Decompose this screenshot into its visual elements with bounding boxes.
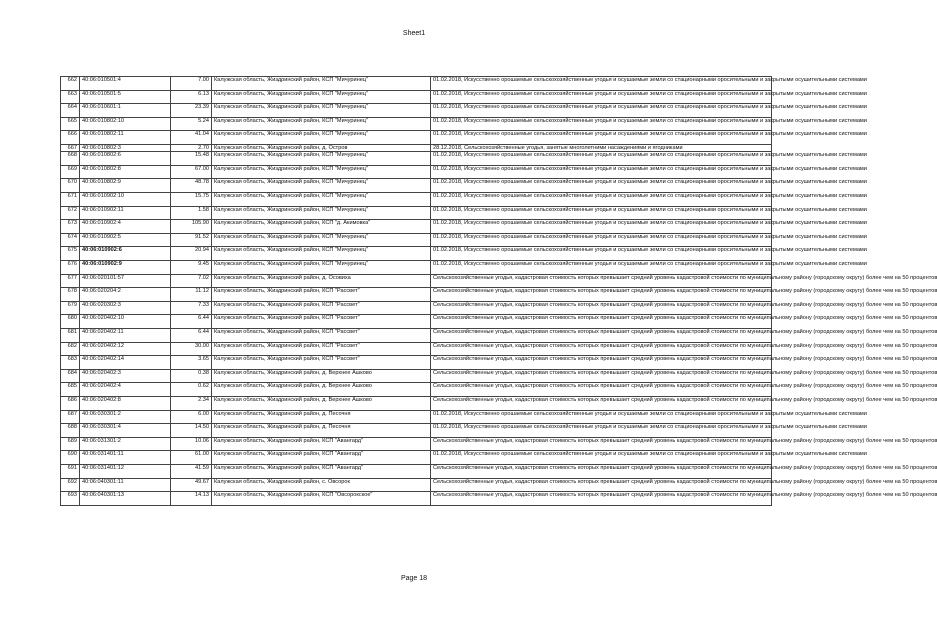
description-cell: Сельскохозяйственные угодья, кадастровая стоимость которых превышает средний уровень кадастровой стоимости по муниципальному району (городскому округу) более чем на 50 процентов	[431, 464, 772, 478]
description-cell: Сельскохозяйственные угодья, кадастровая стоимость которых превышает средний уровень кадастровой стоимости по муниципальному району (городскому округу) более чем на 50 процентов	[431, 301, 772, 315]
table-row	[61, 104, 772, 118]
description-cell: Сельскохозяйственные угодья, кадастровая стоимость которых превышает средний уровень кадастровой стоимости по муниципальному району (городскому округу) более чем на 50 процентов	[431, 383, 772, 397]
table-row	[61, 206, 772, 220]
area-cell: 6.44	[171, 328, 212, 342]
table-row	[61, 165, 772, 179]
description-cell: Сельскохозяйственные угодья, кадастровая стоимость которых превышает средний уровень кадастровой стоимости по муниципальному району (городскому округу) более чем на 50 процентов	[431, 288, 772, 302]
area-cell: 23.39	[171, 104, 212, 118]
address-cell: Калужская область, Жиздринский район, с. Овсорок	[212, 478, 431, 492]
area-cell: 0.38	[171, 369, 212, 383]
description-cell: 01.02.2018, Искусственно орошаемые сельскохозяйственные угодья и осушаемые земли со стационарными оросительными и закрытыми осушительными системами	[431, 247, 772, 261]
cadastral-number-cell: 40:06:020402:3	[80, 369, 171, 383]
cadastral-number-cell: 40:06:040301:11	[80, 478, 171, 492]
area-cell: 6.44	[171, 315, 212, 329]
row-number-cell: 679	[61, 301, 80, 315]
table-row	[61, 356, 772, 370]
area-cell: 48.78	[171, 179, 212, 193]
description-cell: 01.02.2018, Искусственно орошаемые сельскохозяйственные угодья и осушаемые земли со стационарными оросительными и закрытыми осушительными системами	[431, 424, 772, 438]
area-cell: 14.13	[171, 492, 212, 506]
table-row	[61, 131, 772, 145]
table-row	[61, 77, 772, 91]
area-cell: 0.62	[171, 383, 212, 397]
row-number-cell: 686	[61, 396, 80, 410]
row-number-cell: 689	[61, 437, 80, 451]
cadastral-number-cell: 40:06:010501:5	[80, 90, 171, 104]
description-cell: 28.12.2018, Сельскохозяйственные угодья, занятые многолетними насаждениями и ягодниками	[431, 144, 772, 151]
address-cell: Калужская область, Жиздринский район, КСП "Мичуринец"	[212, 131, 431, 145]
description-cell: 01.02.2018, Искусственно орошаемые сельскохозяйственные угодья и осушаемые земли со стационарными оросительными и закрытыми осушительными системами	[431, 410, 772, 424]
row-number-cell: 690	[61, 451, 80, 465]
area-cell: 14.50	[171, 424, 212, 438]
area-cell: 20.94	[171, 247, 212, 261]
row-number-cell: 687	[61, 410, 80, 424]
table-row	[61, 328, 772, 342]
cadastral-number-cell: 40:06:010902:5	[80, 233, 171, 247]
address-cell: Калужская область, Жиздринский район, КСП "Рассвет"	[212, 301, 431, 315]
area-cell: 41.59	[171, 464, 212, 478]
description-cell: 01.02.2018, Искусственно орошаемые сельскохозяйственные угодья и осушаемые земли со стационарными оросительными и закрытыми осушительными системами	[431, 179, 772, 193]
cadastral-number-cell: 40:06:020302:3	[80, 301, 171, 315]
row-number-cell: 692	[61, 478, 80, 492]
description-cell: Сельскохозяйственные угодья, кадастровая стоимость которых превышает средний уровень кадастровой стоимости по муниципальному району (городскому округу) более чем на 50 процентов	[431, 342, 772, 356]
row-number-cell: 684	[61, 369, 80, 383]
row-number-cell: 673	[61, 220, 80, 234]
cadastral-number-cell: 40:06:010902:11	[80, 206, 171, 220]
address-cell: Калужская область, Жиздринский район, д. Верхнее Ашково	[212, 396, 431, 410]
cadastral-number-cell: 40:06:010802:8	[80, 165, 171, 179]
row-number-cell: 671	[61, 193, 80, 207]
table-row	[61, 492, 772, 506]
area-cell: 15.48	[171, 152, 212, 166]
description-cell: 01.02.2018, Искусственно орошаемые сельскохозяйственные угодья и осушаемые земли со стационарными оросительными и закрытыми осушительными системами	[431, 233, 772, 247]
cadastral-number-cell: 40:06:010802:10	[80, 117, 171, 131]
area-cell: 7.02	[171, 274, 212, 288]
row-number-cell: 666	[61, 131, 80, 145]
row-number-cell: 669	[61, 165, 80, 179]
row-number-cell: 691	[61, 464, 80, 478]
table-row	[61, 288, 772, 302]
sheet-title: Sheet1	[402, 30, 426, 37]
area-cell: 105.90	[171, 220, 212, 234]
cadastral-number-cell: 40:06:031301:2	[80, 437, 171, 451]
description-cell: 01.02.2018, Искусственно орошаемые сельскохозяйственные угодья и осушаемые земли со стационарными оросительными и закрытыми осушительными системами	[431, 220, 772, 234]
description-cell: Сельскохозяйственные угодья, кадастровая стоимость которых превышает средний уровень кадастровой стоимости по муниципальному району (городскому округу) более чем на 50 процентов	[431, 356, 772, 370]
table-row	[61, 301, 772, 315]
description-cell: Сельскохозяйственные угодья, кадастровая стоимость которых превышает средний уровень кадастровой стоимости по муниципальному району (городскому округу) более чем на 50 процентов	[431, 396, 772, 410]
area-cell: 7.33	[171, 301, 212, 315]
area-cell: 11.12	[171, 288, 212, 302]
description-cell: Сельскохозяйственные угодья, кадастровая стоимость которых превышает средний уровень кадастровой стоимости по муниципальному району (городскому округу) более чем на 50 процентов	[431, 274, 772, 288]
cadastral-number-cell: 40:06:020402:14	[80, 356, 171, 370]
cadastral-number-cell: 40:06:020402:4	[80, 383, 171, 397]
description-cell: 01.02.2018, Искусственно орошаемые сельскохозяйственные угодья и осушаемые земли со стационарными оросительными и закрытыми осушительными системами	[431, 152, 772, 166]
data-table	[60, 76, 937, 506]
description-cell: 01.02.2018, Искусственно орошаемые сельскохозяйственные угодья и осушаемые земли со стационарными оросительными и закрытыми осушительными системами	[431, 261, 772, 275]
row-number-cell: 678	[61, 288, 80, 302]
area-cell: 3.65	[171, 356, 212, 370]
table-row	[61, 117, 772, 131]
cadastral-number-cell: 40:06:020402:8	[80, 396, 171, 410]
description-cell: 01.02.2018, Искусственно орошаемые сельскохозяйственные угодья и осушаемые земли со стационарными оросительными и закрытыми осушительными системами	[431, 104, 772, 118]
cadastral-number-cell: 40:06:010902:4	[80, 220, 171, 234]
address-cell: Калужская область, Жиздринский район, КСП "Рассвет"	[212, 315, 431, 329]
area-cell: 15.75	[171, 193, 212, 207]
table-body	[61, 77, 937, 506]
description-cell: 01.02.2018, Искусственно орошаемые сельскохозяйственные угодья и осушаемые земли со стационарными оросительными и закрытыми осушительными системами	[431, 206, 772, 220]
address-cell: Калужская область, Жиздринский район, КСП "Рассвет"	[212, 288, 431, 302]
area-cell: 67.00	[171, 165, 212, 179]
description-cell: 01.02.2018, Искусственно орошаемые сельскохозяйственные угодья и осушаемые земли со стационарными оросительными и закрытыми осушительными системами	[431, 77, 772, 91]
description-cell: Сельскохозяйственные угодья, кадастровая стоимость которых превышает средний уровень кадастровой стоимости по муниципальному району (городскому округу) более чем на 50 процентов	[431, 328, 772, 342]
table-row	[61, 193, 772, 207]
cadastral-number-cell: 40:06:020402:10	[80, 315, 171, 329]
cadastral-number-cell: 40:06:010902:10	[80, 193, 171, 207]
cadastral-number-cell: 40:06:010802:3	[80, 144, 171, 151]
area-cell: 2.34	[171, 396, 212, 410]
description-cell: 01.02.2018, Искусственно орошаемые сельскохозяйственные угодья и осушаемые земли со стационарными оросительными и закрытыми осушительными системами	[431, 117, 772, 131]
table-row	[61, 247, 772, 261]
area-cell: 6.00	[171, 410, 212, 424]
row-number-cell: 662	[61, 77, 80, 91]
row-number-cell: 672	[61, 206, 80, 220]
row-number-cell: 663	[61, 90, 80, 104]
description-cell: Сельскохозяйственные угодья, кадастровая стоимость которых превышает средний уровень кадастровой стоимости по муниципальному району (городскому округу) более чем на 50 процентов	[431, 437, 772, 451]
address-cell: Калужская область, Жиздринский район, КСП "Мичуринец"	[212, 77, 431, 91]
address-cell: Калужская область, Жиздринский район, КСП "Мичуринец"	[212, 206, 431, 220]
cadastral-number-cell: 40:06:020204:2	[80, 288, 171, 302]
address-cell: Калужская область, Жиздринский район, КСП "д. Акимовка"	[212, 220, 431, 234]
area-cell: 1.58	[171, 206, 212, 220]
table-row	[61, 261, 772, 275]
row-number-cell: 693	[61, 492, 80, 506]
row-number-cell: 665	[61, 117, 80, 131]
area-cell: 9.45	[171, 261, 212, 275]
area-cell: 10.06	[171, 437, 212, 451]
area-cell: 49.67	[171, 478, 212, 492]
table-row	[61, 464, 772, 478]
address-cell: Калужская область, Жиздринский район, КСП "Авангард"	[212, 451, 431, 465]
row-number-cell: 682	[61, 342, 80, 356]
address-cell: Калужская область, Жиздринский район, д. Песочня	[212, 424, 431, 438]
area-cell: 91.52	[171, 233, 212, 247]
page-number: Page 18	[400, 575, 428, 582]
description-cell: Сельскохозяйственные угодья, кадастровая стоимость которых превышает средний уровень кадастровой стоимости по муниципальному району (городскому округу) более чем на 50 процентов	[431, 492, 772, 506]
row-number-cell: 688	[61, 424, 80, 438]
cadastral-number-cell: 40:06:010802:6	[80, 152, 171, 166]
row-number-cell: 677	[61, 274, 80, 288]
description-cell: 01.02.2018, Искусственно орошаемые сельскохозяйственные угодья и осушаемые земли со стационарными оросительными и закрытыми осушительными системами	[431, 131, 772, 145]
address-cell: Калужская область, Жиздринский район, д. Верхнее Ашково	[212, 369, 431, 383]
address-cell: Калужская область, Жиздринский район, КСП "Мичуринец"	[212, 117, 431, 131]
area-cell: 6.13	[171, 90, 212, 104]
cadastral-number-cell: 40:06:030301:4	[80, 424, 171, 438]
row-number-cell: 676	[61, 261, 80, 275]
address-cell: Калужская область, Жиздринский район, д. Песочня	[212, 410, 431, 424]
table-row	[61, 144, 772, 151]
area-cell: 5.24	[171, 117, 212, 131]
row-number-cell: 685	[61, 383, 80, 397]
address-cell: Калужская область, Жиздринский район, КСП "Рассвет"	[212, 342, 431, 356]
table-row	[61, 274, 772, 288]
description-cell: 01.02.2018, Искусственно орошаемые сельскохозяйственные угодья и осушаемые земли со стационарными оросительными и закрытыми осушительными системами	[431, 193, 772, 207]
row-number-cell: 670	[61, 179, 80, 193]
address-cell: Калужская область, Жиздринский район, КСП "Мичуринец"	[212, 165, 431, 179]
description-cell: Сельскохозяйственные угодья, кадастровая стоимость которых превышает средний уровень кадастровой стоимости по муниципальному району (городскому округу) более чем на 50 процентов	[431, 478, 772, 492]
row-number-cell: 667	[61, 144, 80, 151]
area-cell: 61.00	[171, 451, 212, 465]
address-cell: Калужская область, Жиздринский район, КСП "Мичуринец"	[212, 179, 431, 193]
address-cell: Калужская область, Жиздринский район, КСП "Мичуринец"	[212, 247, 431, 261]
cadastral-number-cell: 40:06:040301:13	[80, 492, 171, 506]
table-row	[61, 451, 772, 465]
description-cell: Сельскохозяйственные угодья, кадастровая стоимость которых превышает средний уровень кадастровой стоимости по муниципальному району (городскому округу) более чем на 50 процентов	[431, 315, 772, 329]
cadastral-number-cell: 40:06:020101:57	[80, 274, 171, 288]
description-cell: 01.02.2018, Искусственно орошаемые сельскохозяйственные угодья и осушаемые земли со стационарными оросительными и закрытыми осушительными системами	[431, 165, 772, 179]
table-row	[61, 152, 772, 166]
cadastral-number-cell: 40:06:010902:9	[80, 261, 171, 275]
table-row	[61, 90, 772, 104]
description-cell: 01.02.2018, Искусственно орошаемые сельскохозяйственные угодья и осушаемые земли со стационарными оросительными и закрытыми осушительными системами	[431, 451, 772, 465]
area-cell: 2.70	[171, 144, 212, 151]
cadastral-number-cell: 40:06:031401:12	[80, 464, 171, 478]
area-cell: 7.00	[171, 77, 212, 91]
address-cell: Калужская область, Жиздринский район, КСП "Авангард"	[212, 464, 431, 478]
table-row	[61, 396, 772, 410]
table-row	[61, 179, 772, 193]
address-cell: Калужская область, Жиздринский район, КСП "Овсорокское"	[212, 492, 431, 506]
table-row	[61, 342, 772, 356]
area-cell: 30.00	[171, 342, 212, 356]
address-cell: Калужская область, Жиздринский район, КСП "Мичуринец"	[212, 90, 431, 104]
table-row	[61, 437, 772, 451]
cadastral-number-cell: 40:06:010601:1	[80, 104, 171, 118]
table-row	[61, 424, 772, 438]
description-cell: 01.02.2018, Искусственно орошаемые сельскохозяйственные угодья и осушаемые земли со стационарными оросительными и закрытыми осушительными системами	[431, 90, 772, 104]
table-row	[61, 220, 772, 234]
row-number-cell: 681	[61, 328, 80, 342]
table-row	[61, 410, 772, 424]
table-row	[61, 383, 772, 397]
row-number-cell: 674	[61, 233, 80, 247]
address-cell: Калужская область, Жиздринский район, КСП "Мичуринец"	[212, 193, 431, 207]
cadastral-number-cell: 40:06:020402:11	[80, 328, 171, 342]
row-number-cell: 668	[61, 152, 80, 166]
cadastral-number-cell: 40:06:031401:11	[80, 451, 171, 465]
row-number-cell: 675	[61, 247, 80, 261]
address-cell: Калужская область, Жиздринский район, КСП "Авангард"	[212, 437, 431, 451]
row-number-cell: 664	[61, 104, 80, 118]
cadastral-number-cell: 40:06:030301:2	[80, 410, 171, 424]
table-row	[61, 233, 772, 247]
area-cell: 41.04	[171, 131, 212, 145]
address-cell: Калужская область, Жиздринский район, КСП "Рассвет"	[212, 328, 431, 342]
address-cell: Калужская область, Жиздринский район, д. Верхнее Ашково	[212, 383, 431, 397]
address-cell: Калужская область, Жиздринский район, КСП "Мичуринец"	[212, 261, 431, 275]
table-row	[61, 369, 772, 383]
cadastral-number-cell: 40:06:020402:12	[80, 342, 171, 356]
row-number-cell: 680	[61, 315, 80, 329]
table-row	[61, 315, 772, 329]
address-cell: Калужская область, Жиздринский район, КСП "Рассвет"	[212, 356, 431, 370]
address-cell: Калужская область, Жиздринский район, КСП "Мичуринец"	[212, 233, 431, 247]
cadastral-number-cell: 40:06:010802:11	[80, 131, 171, 145]
cadastral-number-cell: 40:06:010501:4	[80, 77, 171, 91]
address-cell: Калужская область, Жиздринский район, д. Осовиха	[212, 274, 431, 288]
description-cell: Сельскохозяйственные угодья, кадастровая стоимость которых превышает средний уровень кадастровой стоимости по муниципальному району (городскому округу) более чем на 50 процентов	[431, 369, 772, 383]
cadastral-number-cell: 40:06:010802:9	[80, 179, 171, 193]
address-cell: Калужская область, Жиздринский район, КСП "Мичуринец"	[212, 152, 431, 166]
table-row	[61, 478, 772, 492]
address-cell: Калужская область, Жиздринский район, КСП "Мичуринец"	[212, 104, 431, 118]
address-cell: Калужская область, Жиздринский район, д. Остров	[212, 144, 431, 151]
cadastral-number-cell: 40:06:010902:6	[80, 247, 171, 261]
row-number-cell: 683	[61, 356, 80, 370]
